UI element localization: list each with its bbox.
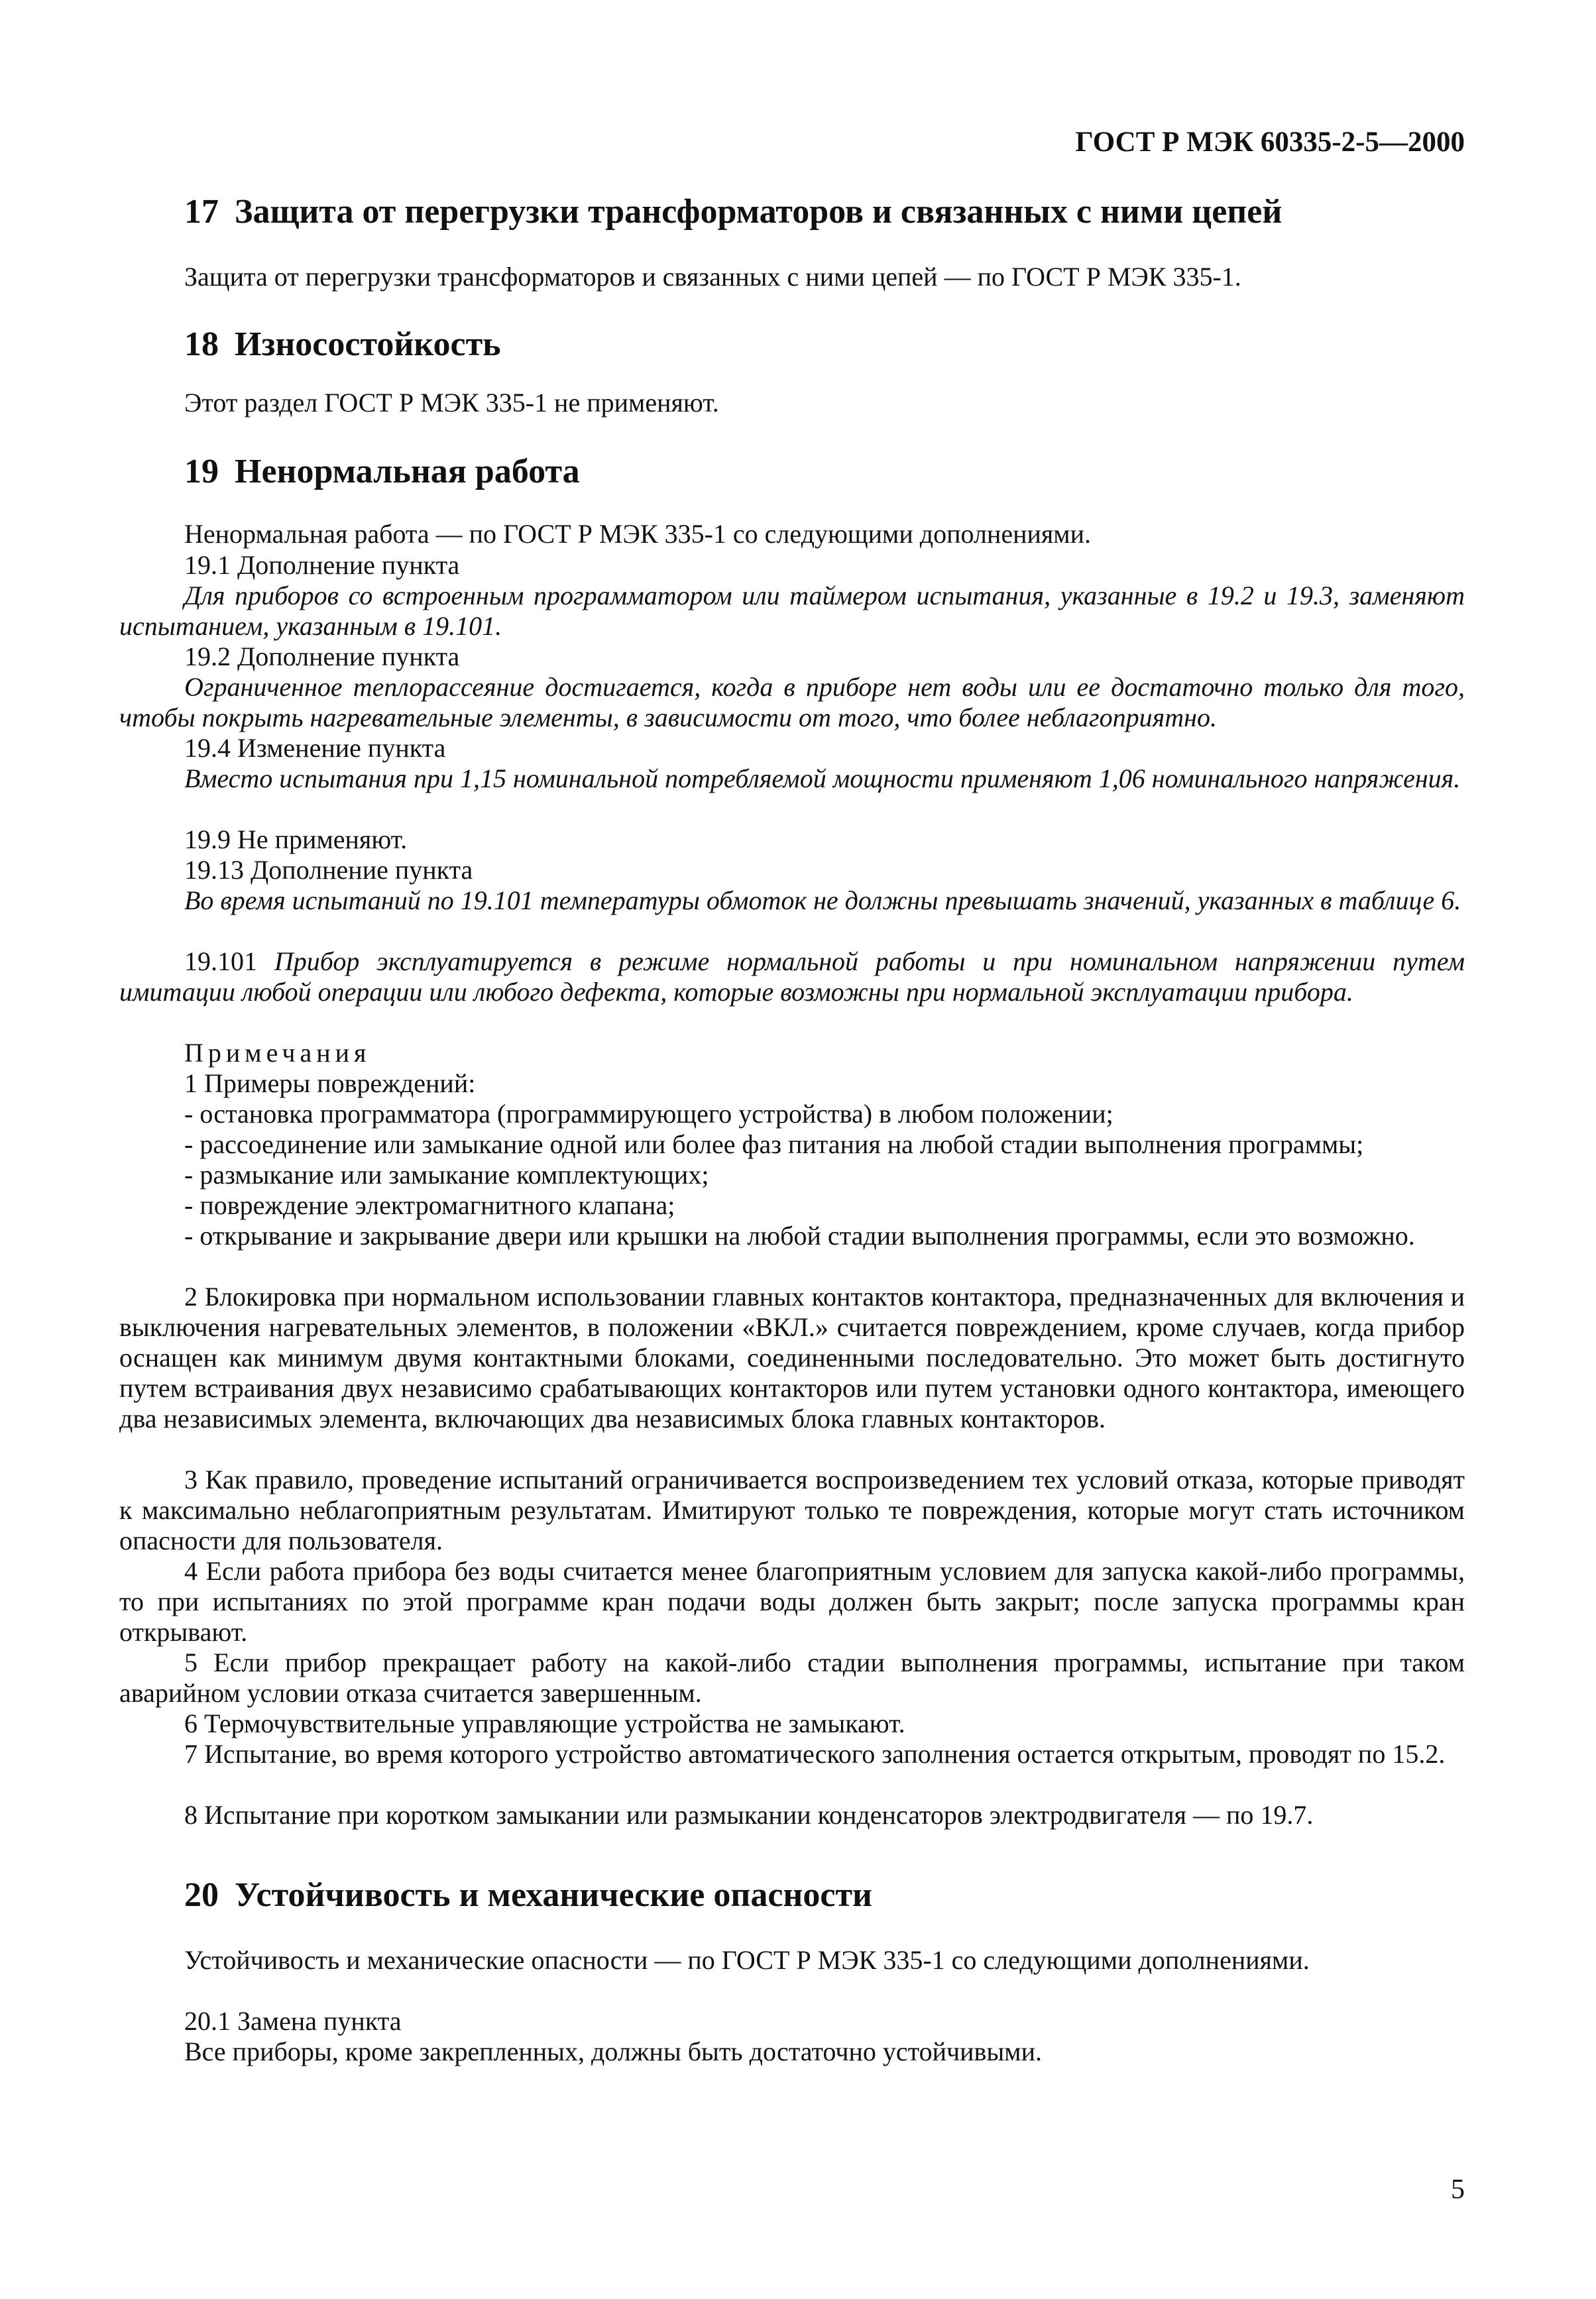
note-1-heading: 1 Примеры повреждений: xyxy=(184,1068,476,1098)
clause-19-13-text: Во время испытаний по 19.101 температуры обмоток не должны превышать значений, указанных в таблице 6. xyxy=(184,885,1461,915)
page-number: 5 xyxy=(1451,2174,1465,2205)
clause-19-2-text: Ограниченное теплорассеяние достигается, когда в приборе нет воды или ее достаточно только для того, чтобы покрыть нагревательные элементы, в зависимости от того, что более неблагоприятно. xyxy=(119,672,1465,732)
section-20-intro: Устойчивость и механические опасности — по ГОСТ Р МЭК 335-1 со следующими дополнениями. xyxy=(184,1945,1310,1975)
clause-19-1-heading: 19.1 Дополнение пункта xyxy=(184,550,460,580)
notes-title: Примечания xyxy=(184,1038,371,1068)
note-8: 8 Испытание при коротком замыкании или размыкании конденсаторов электродвигателя — по 19.7. xyxy=(184,1800,1314,1830)
section-17-text: Защита от перегрузки трансформаторов и связанных с ними цепей — по ГОСТ Р МЭК 335-1. xyxy=(184,262,1241,292)
clause-19-1-text: Для приборов со встроенным программатором или таймером испытания, указанные в 19.2 и 19.3, заменяют испытанием, указанным в 19.101. xyxy=(119,581,1465,641)
note-6: 6 Термочувствительные управляющие устройства не замыкают. xyxy=(184,1709,905,1738)
clause-19-13-heading: 19.13 Дополнение пункта xyxy=(184,855,473,885)
section-19-intro: Ненормальная работа — по ГОСТ Р МЭК 335-1 со следующими дополнениями. xyxy=(184,519,1092,549)
note-1-item: - рассоединение или замыкание одной или более фаз питания на любой стадии выполнения программы; xyxy=(184,1129,1364,1159)
section-19-heading: 19 Ненормальная работа xyxy=(184,453,580,490)
note-1-item: - повреждение электромагнитного клапана; xyxy=(184,1190,675,1220)
note-5: 5 Если прибор прекращает работу на какой-либо стадии выполнения программы, испытание при таком аварийном условии отказа считается завершенным. xyxy=(119,1648,1465,1708)
clause-19-4-text: Вместо испытания при 1,15 номинальной потребляемой мощности применяют 1,06 номинального напряжения. xyxy=(184,763,1461,793)
note-3: 3 Как правило, проведение испытаний ограничивается воспроизведением тех условий отказа, которые приводят к максимально неблагоприятным результатам. Имитируют только те повреждения, которые могут стать источником опасности для пользователя. xyxy=(119,1465,1465,1555)
note-1-item: - остановка программатора (программирующего устройства) в любом положении; xyxy=(184,1099,1113,1129)
clause-19-4-heading: 19.4 Изменение пункта xyxy=(184,733,446,763)
section-17-heading: 17 Защита от перегрузки трансформаторов и связанных с ними цепей xyxy=(184,193,1282,231)
note-1-item: - открывание и закрывание двери или крышки на любой стадии выполнения программы, если это возможно. xyxy=(184,1221,1415,1251)
clause-20-1-text: Все приборы, кроме закрепленных, должны быть достаточно устойчивыми. xyxy=(184,2037,1043,2066)
clause-19-101: 19.101 Прибор эксплуатируется в режиме нормальной работы и при номинальном напряжении путем имитации любой операции или любого дефекта, которые возможны при нормальной эксплуатации прибора. xyxy=(119,946,1465,1007)
note-7: 7 Испытание, во время которого устройство автоматического заполнения остается открытым, проводят по 15.2. xyxy=(184,1739,1446,1769)
section-18-heading: 18 Износостойкость xyxy=(184,325,501,363)
clause-19-2-heading: 19.2 Дополнение пункта xyxy=(184,642,460,671)
note-4: 4 Если работа прибора без воды считается менее благоприятным условием для запуска какой-либо программы, то при испытаниях по этой программе кран подачи воды должен быть закрыт; после запуска программы кран открывают. xyxy=(119,1556,1465,1647)
note-1-item: - размыкание или замыкание комплектующих; xyxy=(184,1160,709,1190)
standard-header: ГОСТ Р МЭК 60335-2-5—2000 xyxy=(1075,127,1465,158)
clause-19-9: 19.9 Не применяют. xyxy=(184,824,408,854)
clause-20-1-heading: 20.1 Замена пункта xyxy=(184,2006,402,2036)
section-20-heading: 20 Устойчивость и механические опасности xyxy=(184,1876,872,1914)
section-18-text: Этот раздел ГОСТ Р МЭК 335-1 не применяют. xyxy=(184,388,719,418)
note-2: 2 Блокировка при нормальном использовании главных контактов контактора, предназначенных для включения и выключения нагревательных элементов, в положении «ВКЛ.» считается повреждением, кроме случаев, когда прибор оснащен как минимум двумя контактными блоками, соединенными последовательно. Это может быть достигнуто путем встраивания двух независимо срабатывающих контакторов или путем установки одного контактора, имеющего два независимых элемента, включающих два независимых блока главных контакторов. xyxy=(119,1282,1465,1433)
